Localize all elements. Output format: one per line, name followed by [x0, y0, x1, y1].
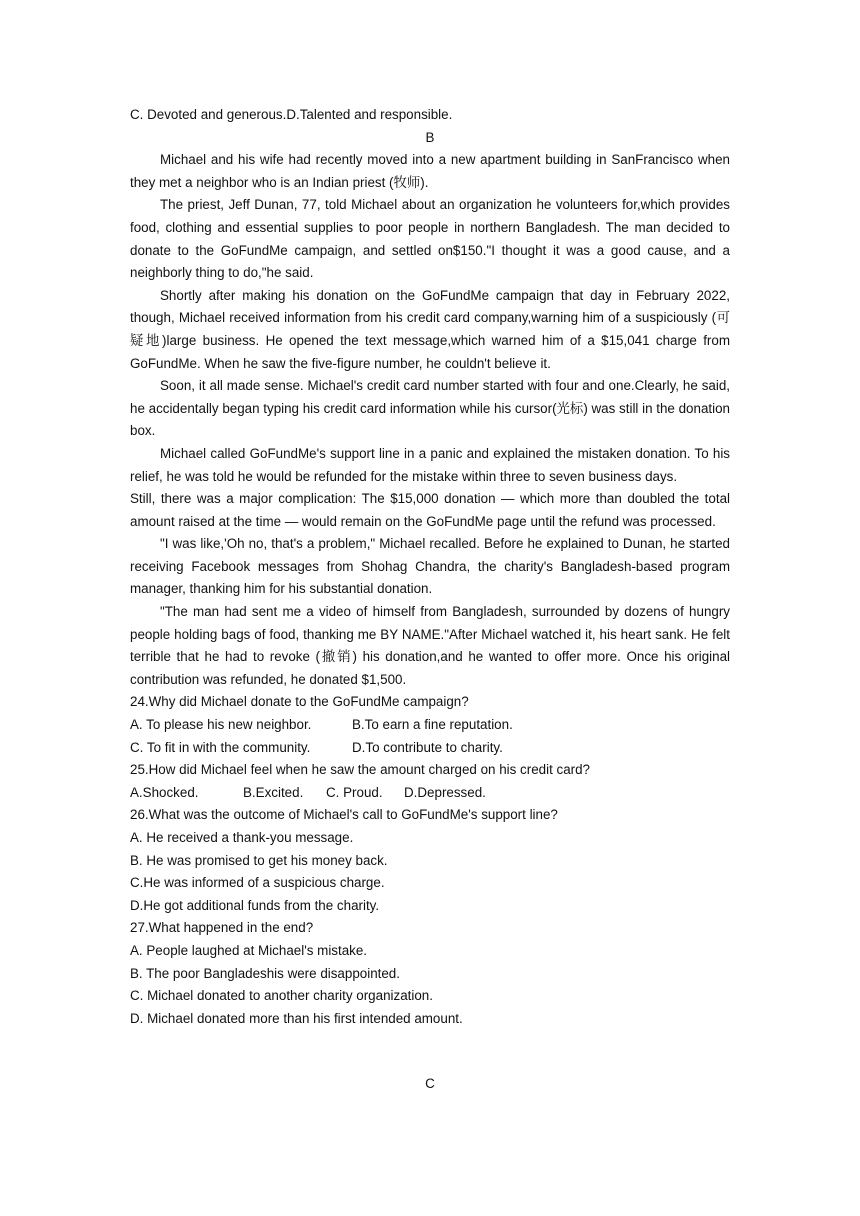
option-24-b: B.To earn a fine reputation.: [352, 717, 513, 733]
passage-paragraph-2: The priest, Jeff Dunan, 77, told Michael about an organization he volunteers for,which provides food, clothing and essential supplies to poor people in northern Bangladesh. The man decided to donate to the GoFundMe campaign, and settled on$150."I thought it was a good cause, and a neighborly thing to do,"he said.: [130, 197, 730, 281]
option-26-c: C.He was informed of a suspicious charge.: [130, 875, 385, 891]
option-26-a: A. He received a thank-you message.: [130, 830, 354, 845]
option-25-b: B.Excited.: [243, 784, 304, 800]
question-25-options-row: [130, 782, 730, 805]
question-25: 25.How did Michael feel when he saw the amount charged on his credit card?: [130, 762, 591, 778]
passage-paragraph-4: Soon, it all made sense. Michael's credit card number started with four and one.Clearly, he said, he accidentally began typing his credit card information while his cursor(光标) was still in the donation box.: [130, 378, 730, 439]
passage-paragraph-5: Michael called GoFundMe's support line in a panic and explained the mistaken donation. To his relief, he was told he would be refunded for the mistake within three to seven business days.: [130, 445, 730, 484]
option-26-d: D.He got additional funds from the charity.: [130, 897, 380, 913]
option-24-d: D.To contribute to charity.: [352, 739, 503, 755]
question-24-options-row-1: [130, 714, 730, 737]
passage-paragraph-7: "I was like,'Oh no, that's a problem," Michael recalled. Before he explained to Dunan, he started receiving Facebook messages from Shohag Chandra, the charity's Bangladesh-based program manager, thanking him for his substantial donation.: [130, 536, 730, 597]
question-24-options-row-2: [130, 737, 730, 760]
passage-paragraph-6: Still, there was a major complication: The $15,000 donation — which more than doubled the total amount raised at the time — would remain on the GoFundMe page until the refund was processed.: [130, 491, 730, 529]
option-27-b: B. The poor Bangladeshis were disappointed.: [130, 965, 400, 981]
passage-paragraph-3: Shortly after making his donation on the GoFundMe campaign that day in February 2022, though, Michael received information from his credit card company,warning him of a suspiciously (可疑地)large business. He opened the text message,which warned him of a $15,041 charge from GoFundMe. When he saw the five-figure number, he couldn't believe it.: [130, 287, 730, 371]
passage-paragraph-1: Michael and his wife had recently moved into a new apartment building in SanFrancisco when they met a neighbor who is an Indian priest (牧师).: [130, 152, 730, 190]
section-c-label: C: [425, 1076, 435, 1091]
question-24: 24.Why did Michael donate to the GoFundMe campaign?: [130, 694, 469, 710]
question-27: 27.What happened in the end?: [130, 920, 314, 936]
previous-question-options: C. Devoted and generous.D.Talented and responsible.: [130, 107, 453, 122]
option-27-d: D. Michael donated more than his first intended amount.: [130, 1010, 463, 1026]
option-27-c: C. Michael donated to another charity organization.: [130, 988, 433, 1004]
option-25-d: D.Depressed.: [404, 784, 486, 800]
section-b-label: B: [425, 129, 435, 145]
option-25-c: C. Proud.: [326, 784, 383, 800]
exam-page: [130, 104, 730, 1030]
option-25-a: A.Shocked.: [130, 784, 199, 800]
question-26: 26.What was the outcome of Michael's call to GoFundMe's support line?: [130, 807, 558, 823]
option-24-c: C. To fit in with the community.: [130, 739, 311, 755]
option-27-a: A. People laughed at Michael's mistake.: [130, 942, 368, 958]
passage-paragraph-8: "The man had sent me a video of himself from Bangladesh, surrounded by dozens of hungry people holding bags of food, thanking me BY NAME."After Michael watched it, his heart sank. He felt terrible that he had to revoke (撤销) his donation,and he wanted to offer more. Once his original contribution was refunded, he donated $1,500.: [130, 604, 730, 687]
option-24-a: A. To please his new neighbor.: [130, 717, 312, 733]
option-26-b: B. He was promised to get his money back.: [130, 852, 388, 868]
